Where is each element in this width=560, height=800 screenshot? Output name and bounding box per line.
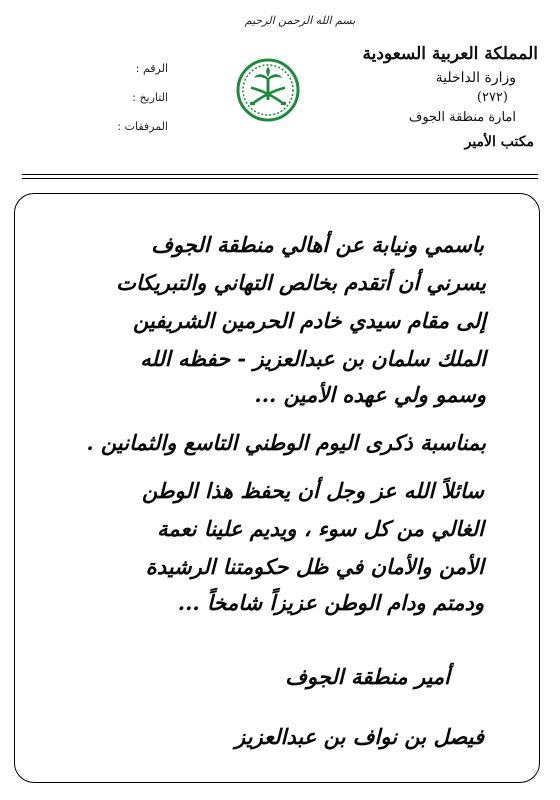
- header-divider-bottom: [22, 178, 538, 179]
- kingdom-title: المملكة العربية السعودية: [362, 44, 538, 64]
- basmala-text: بسم الله الرحمن الرحيم: [244, 14, 356, 27]
- body-line: الغالي من كل سوء ، ويديم علينا نعمة: [157, 516, 484, 541]
- region-administration-title: امارة منطقة الجوف: [408, 110, 516, 125]
- body-line: سائلاً الله عز وجل أن يحفظ هذا الوطن: [141, 478, 484, 503]
- prince-office-title: مكتب الأمير: [464, 134, 534, 150]
- body-line: ودمتم ودام الوطن عزيزاً شامخاً ...: [177, 590, 484, 615]
- meta-attachments-label: المرفقات: [124, 120, 168, 133]
- signature-title: أمير منطقة الجوف: [285, 664, 450, 689]
- body-line: يسرني أن أتقدم بخالص التهاني والتبريكات: [116, 270, 486, 295]
- signature-name: فيصل بن نواف بن عبدالعزيز: [235, 724, 484, 749]
- header-divider-top: [22, 174, 538, 175]
- meta-attachments-field: المرفقات :: [117, 120, 168, 133]
- meta-date-field: التاريخ :: [132, 91, 168, 104]
- body-line: وسمو ولي عهده الأمين ...: [254, 382, 486, 407]
- body-line: باسمي ونيابة عن أهالي منطقة الجوف: [151, 232, 484, 257]
- ministry-number: (٢٧٢): [476, 90, 508, 105]
- ministry-title: وزارة الداخلية: [435, 70, 516, 86]
- saudi-emblem-icon: [236, 58, 300, 122]
- body-line: الملك سلمان بن عبدالعزيز - حفظه الله: [140, 346, 486, 371]
- meta-date-label: التاريخ: [139, 91, 168, 104]
- meta-number-label: الرقم: [142, 62, 168, 75]
- meta-number-field: الرقم :: [135, 62, 168, 75]
- body-line: إلى مقام سيدي خادم الحرمين الشريفين: [133, 308, 486, 333]
- body-line: بمناسبة ذكرى اليوم الوطني التاسع والثمانين .: [86, 430, 486, 455]
- body-line: الأمن والأمان في ظل حكومتنا الرشيدة: [145, 554, 484, 579]
